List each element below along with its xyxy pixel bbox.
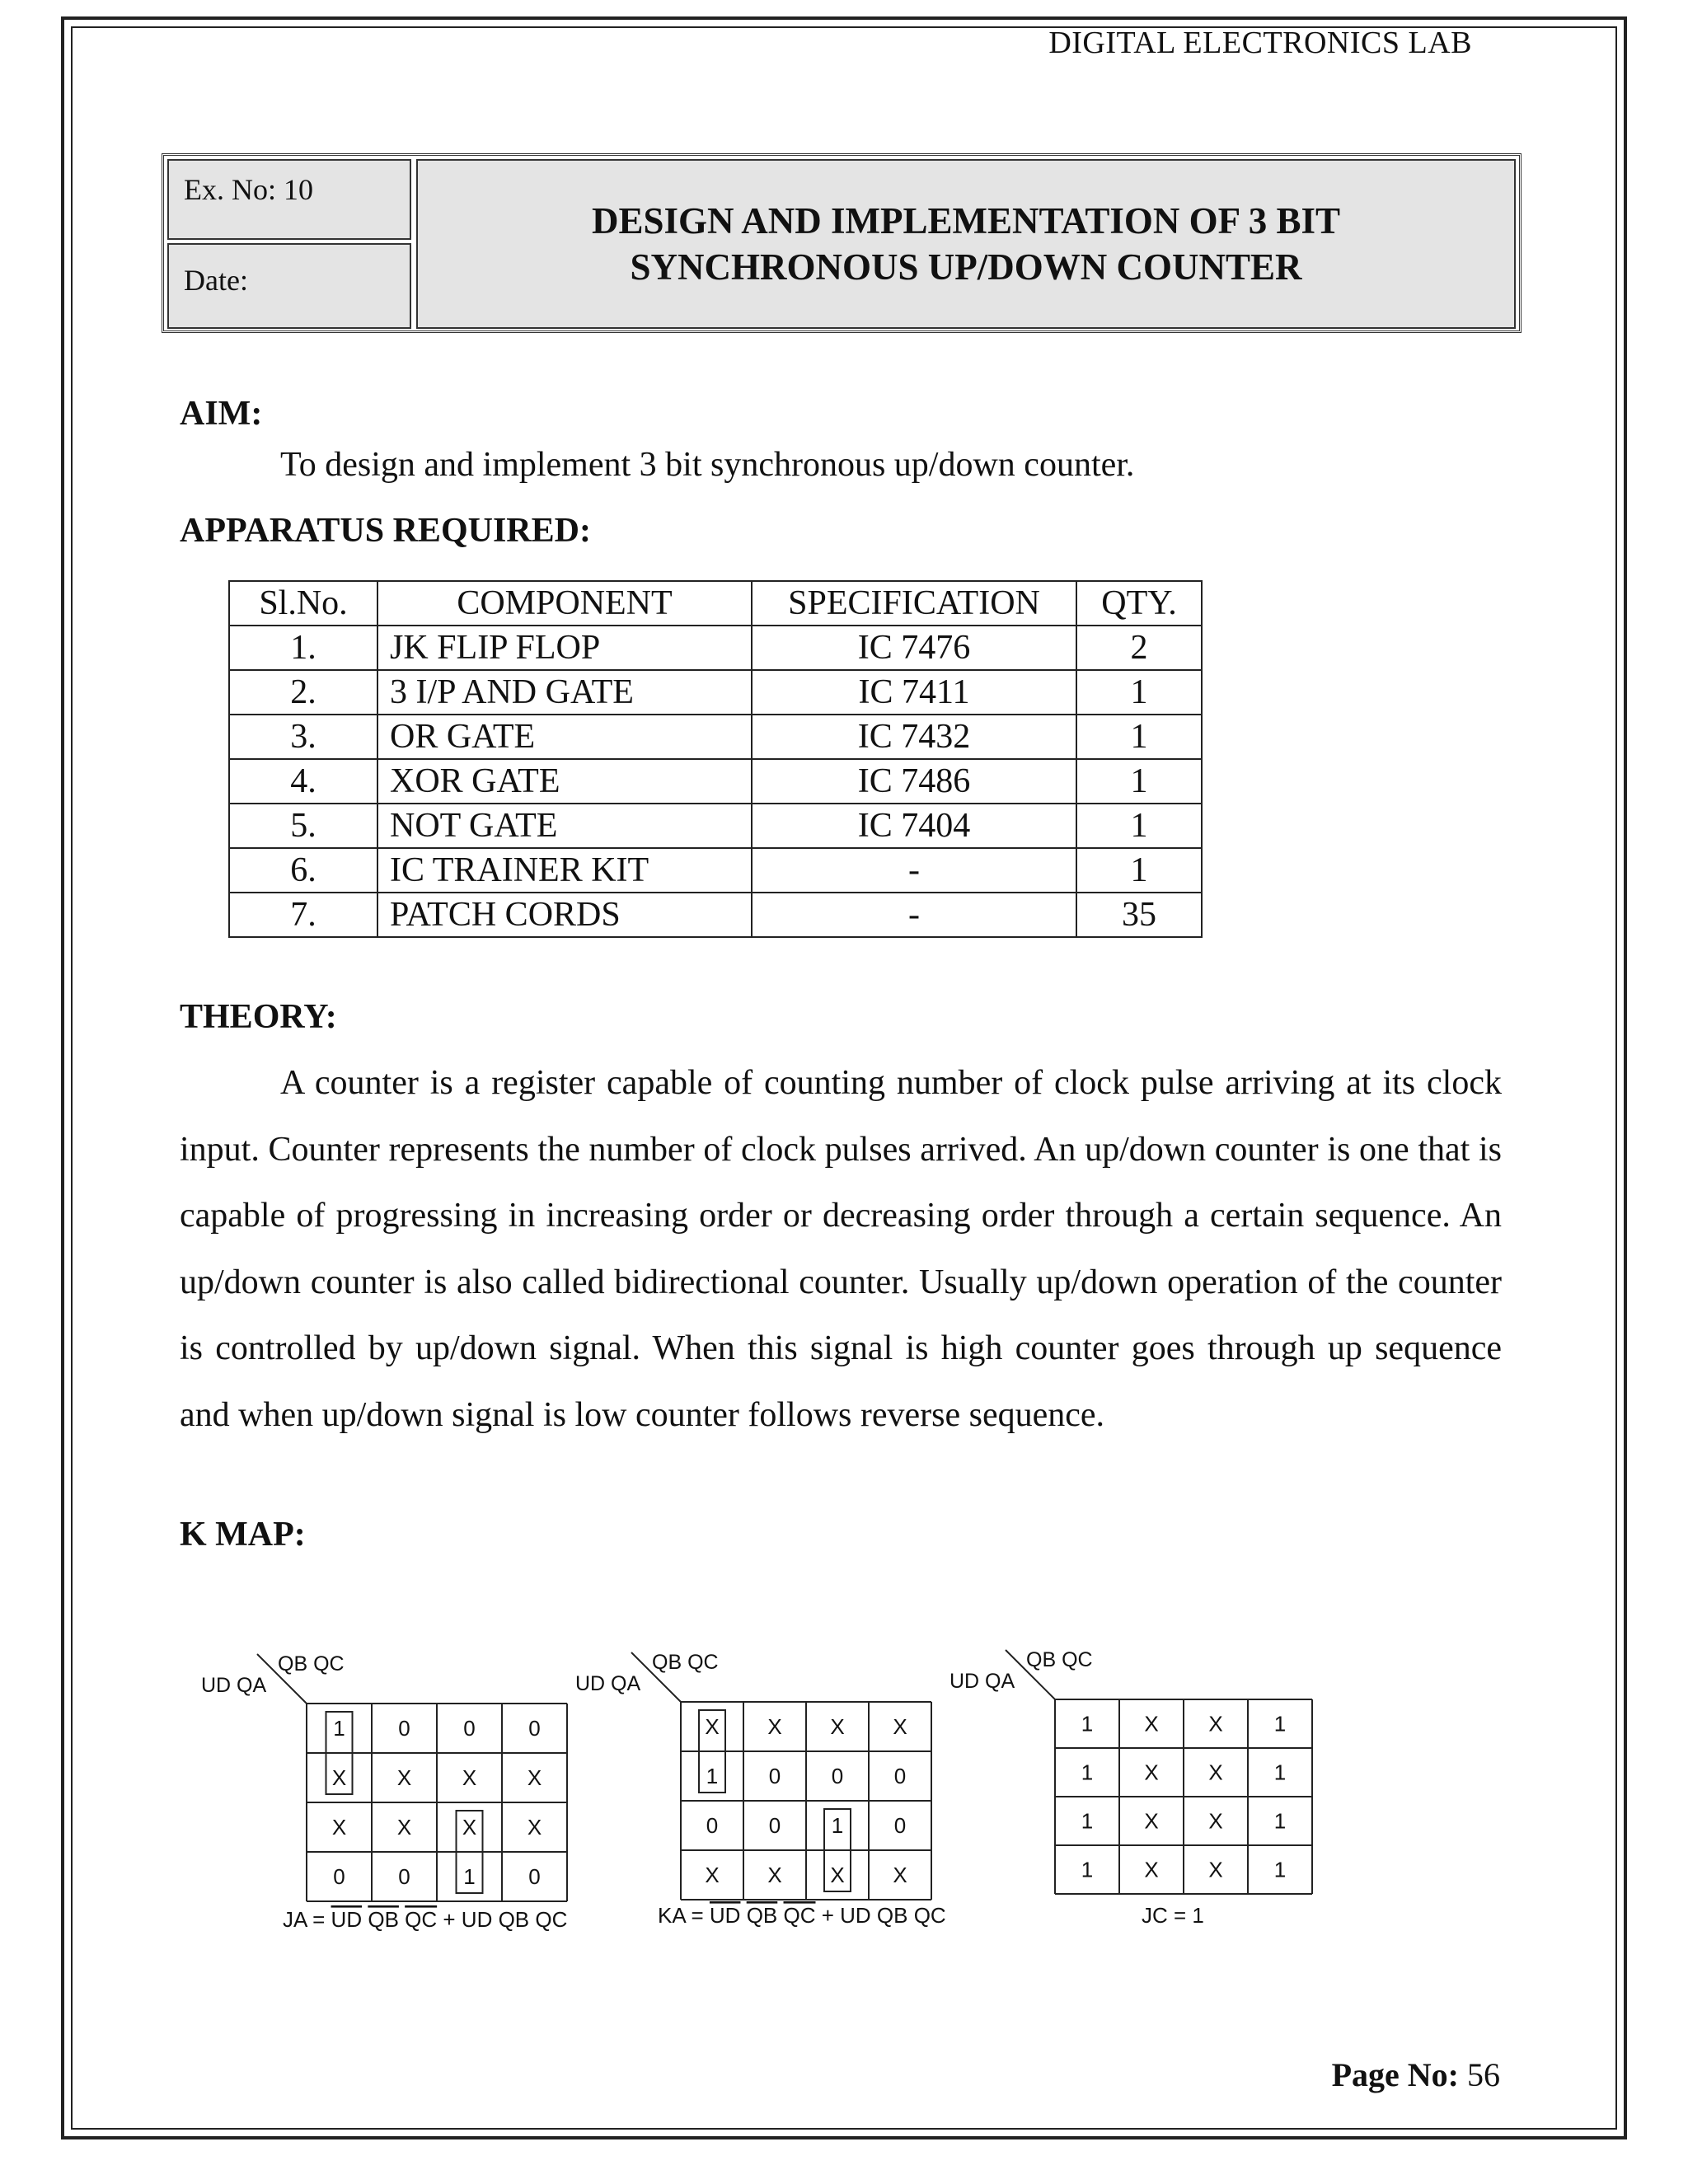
aim-text: To design and implement 3 bit synchronous up/down counter.: [280, 446, 1135, 484]
kmap-equation-part: + UD QB QC: [815, 1903, 946, 1928]
apparatus-heading: APPARATUS REQUIRED:: [180, 512, 591, 550]
kmap-cell: 1: [1081, 1760, 1094, 1785]
component-cell: JK FLIP FLOP: [377, 626, 752, 670]
slno-cell: 1.: [229, 626, 377, 670]
kmap-col-label: QB QC: [652, 1651, 719, 1674]
kmap-cell: 1: [1273, 1760, 1287, 1785]
kmap-cell: 0: [893, 1764, 907, 1788]
kmap-equation-part: QC: [783, 1903, 816, 1928]
kmap-1: [201, 1652, 567, 1932]
qty-cell: 1: [1076, 670, 1202, 715]
kmap-equation-part: QB: [368, 1907, 399, 1932]
exno-label: Ex. No: 10: [184, 173, 313, 206]
kmap-equation: JC = 1: [1142, 1903, 1204, 1928]
kmap-cell: X: [705, 1714, 720, 1739]
slno-cell: 3.: [229, 715, 377, 759]
date-label: Date:: [184, 264, 248, 297]
kmap-row-label: UD QA: [201, 1674, 267, 1697]
kmap-cell: X: [1144, 1711, 1159, 1736]
page-number: [1332, 2055, 1500, 2094]
kmap-cell: X: [830, 1714, 845, 1739]
qty-cell: 1: [1076, 759, 1202, 804]
kmap-cell: X: [767, 1863, 782, 1887]
kmap-equation-part: QC: [405, 1907, 438, 1932]
kmap-cell: 0: [398, 1864, 410, 1889]
col-qty: QTY.: [1076, 581, 1202, 626]
qty-cell: 1: [1076, 715, 1202, 759]
kmap-cell: X: [1144, 1760, 1159, 1785]
kmap-cell: 1: [1273, 1711, 1287, 1736]
slno-cell: 4.: [229, 759, 377, 804]
kmap-cell: 0: [831, 1764, 844, 1788]
kmap-cell: 1: [463, 1864, 476, 1889]
component-cell: XOR GATE: [377, 759, 752, 804]
kmap-equation-part: KA =: [658, 1903, 710, 1928]
qty-cell: 2: [1076, 626, 1202, 670]
kmap-cell: X: [893, 1714, 907, 1739]
component-cell: PATCH CORDS: [377, 893, 752, 937]
kmap-equation-part: [399, 1907, 405, 1932]
kmap-cell: 1: [706, 1764, 719, 1788]
theory-heading: THEORY:: [180, 998, 337, 1036]
specification-cell: IC 7411: [752, 670, 1076, 715]
slno-cell: 5.: [229, 804, 377, 848]
page-number-label: Page No:: [1331, 2056, 1459, 2093]
kmap-cell: X: [1144, 1808, 1159, 1834]
kmap-equation-part: UD: [331, 1907, 363, 1932]
kmap-cell: X: [1144, 1857, 1159, 1882]
kmap-cell: X: [1208, 1711, 1223, 1736]
kmap-cell: X: [767, 1714, 782, 1739]
kmap-3: [950, 1648, 1312, 1928]
kmap-equation-part: QB: [746, 1903, 778, 1928]
kmap-cell: X: [893, 1863, 907, 1887]
slno-cell: 2.: [229, 670, 377, 715]
kmap-cell: 0: [768, 1764, 781, 1788]
kmap-cell: X: [527, 1765, 542, 1790]
title-line-1: DESIGN AND IMPLEMENTATION OF 3 BIT: [591, 200, 1341, 241]
kmap-cell: 1: [1081, 1857, 1094, 1882]
qty-cell: 1: [1076, 804, 1202, 848]
lab-header: DIGITAL ELECTRONICS LAB: [1048, 26, 1472, 60]
kmap-equation-part: [777, 1903, 783, 1928]
kmap-cell: 1: [1273, 1808, 1287, 1834]
kmap-cell: X: [331, 1765, 347, 1790]
page-number-value: 56: [1467, 2056, 1500, 2093]
qty-cell: 1: [1076, 848, 1202, 893]
kmap-cell: X: [396, 1765, 412, 1790]
component-cell: IC TRAINER KIT: [377, 848, 752, 893]
kmap-2: [575, 1651, 946, 1928]
component-cell: OR GATE: [377, 715, 752, 759]
slno-cell: 6.: [229, 848, 377, 893]
kmap-cell: 0: [528, 1864, 541, 1889]
kmap-cell: 1: [831, 1813, 844, 1838]
kmap-cell: X: [705, 1863, 720, 1887]
specification-cell: -: [752, 848, 1076, 893]
kmap-equation: [658, 1903, 946, 1928]
slno-cell: 7.: [229, 893, 377, 937]
kmap-equation-part: [740, 1903, 746, 1928]
specification-cell: IC 7486: [752, 759, 1076, 804]
component-cell: 3 I/P AND GATE: [377, 670, 752, 715]
kmap-cell: 0: [398, 1716, 410, 1741]
kmap-cell: X: [396, 1815, 412, 1840]
kmap-equation: [283, 1907, 567, 1932]
qty-cell: 35: [1076, 893, 1202, 937]
kmap-cell: X: [1208, 1760, 1223, 1785]
title-line-2: SYNCHRONOUS UP/DOWN COUNTER: [630, 246, 1302, 288]
kmap-cell: X: [830, 1863, 845, 1887]
col-specification: SPECIFICATION: [752, 581, 1076, 626]
kmap-cell: 0: [706, 1813, 719, 1838]
kmap-cell: X: [527, 1815, 542, 1840]
specification-cell: IC 7476: [752, 626, 1076, 670]
kmap-col-label: QB QC: [1026, 1648, 1093, 1671]
kmap-cell: X: [462, 1765, 477, 1790]
kmap-cell: 0: [333, 1864, 345, 1889]
kmap-cell: X: [331, 1815, 347, 1840]
kmap-row-label: UD QA: [575, 1672, 641, 1695]
kmap-cell: 1: [1081, 1711, 1094, 1736]
kmap-col-label: QB QC: [278, 1652, 345, 1675]
col-component: COMPONENT: [377, 581, 752, 626]
specification-cell: -: [752, 893, 1076, 937]
kmap-equation-part: [362, 1907, 368, 1932]
specification-cell: IC 7432: [752, 715, 1076, 759]
kmap-cell: 1: [1273, 1857, 1287, 1882]
kmap-cell: 0: [768, 1813, 781, 1838]
kmap-cell: X: [462, 1815, 477, 1840]
kmap-cell: 0: [463, 1716, 476, 1741]
kmap-cell: X: [1208, 1808, 1223, 1834]
specification-cell: IC 7404: [752, 804, 1076, 848]
col-slno: Sl.No.: [229, 581, 377, 626]
aim-heading: AIM:: [180, 395, 263, 433]
theory-text: A counter is a register capable of counting number of clock pulse arriving at its clock input. Counter represents the number of clock pulses arrived. An up/down counter is one that is capable of progressing in increasing order or decreasing order through a certain sequence. An up/down counter is also called bidirectional counter. Usually up/down operation of the counter is controlled by up/down signal. When this signal is high counter goes through up sequence and when up/down signal is low counter follows reverse sequence.: [180, 1064, 1502, 1434]
kmap-equation-part: + UD QB QC: [437, 1907, 568, 1932]
kmap-equation-part: UD: [709, 1903, 741, 1928]
kmap-equation-part: JA =: [283, 1907, 331, 1932]
kmap-cell: 1: [333, 1716, 345, 1741]
kmap-row-label: UD QA: [950, 1670, 1015, 1693]
component-cell: NOT GATE: [377, 804, 752, 848]
kmap-cell: 1: [1081, 1808, 1094, 1834]
kmap-heading: K MAP:: [180, 1516, 306, 1554]
kmap-cell: 0: [528, 1716, 541, 1741]
kmap-cell: 0: [893, 1813, 907, 1838]
kmap-cell: X: [1208, 1857, 1223, 1882]
